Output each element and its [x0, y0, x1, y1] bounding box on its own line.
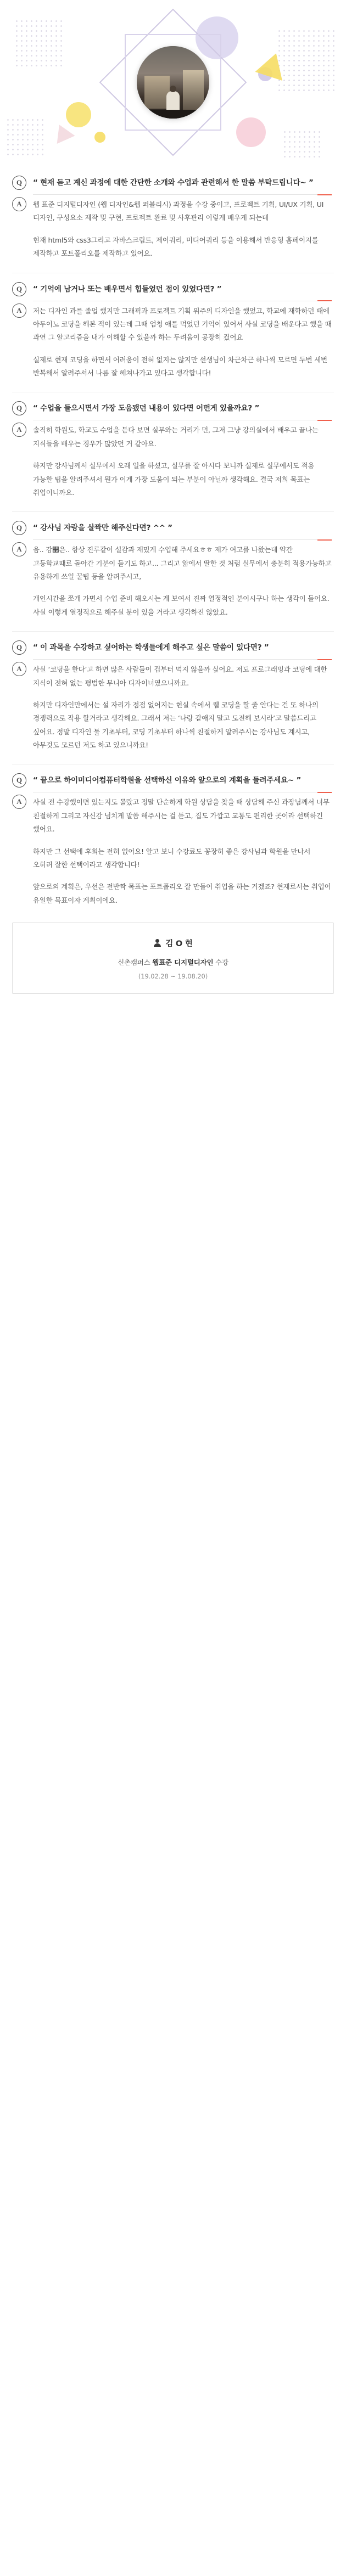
dot-pattern-icon [5, 117, 44, 156]
answer-text [33, 197, 332, 261]
question-row [0, 167, 346, 193]
course-campus: 신촌캠퍼스 [118, 958, 153, 966]
answer-text [33, 542, 332, 619]
accent-mark [317, 539, 332, 541]
student-info-card [12, 923, 334, 994]
answer-paragraph: 음.. 강෢은.. 항상 진루같이 설감과 재밌게 수업해 주세요ㅎㅎ 제가 여고를 나왔는데 약간 고등학교때로 돌아간 기분이 들기도 하고... 그리고 앎에서 딸한 것 처럼 실무에서 충분히 적용가능하고 유용하게 쓰일 꿀팁 등을 알려주시고, [33, 545, 332, 581]
answer-paragraph: 실제로 현재 코딩을 하면서 어려움이 전혀 없지는 않지만 선생님이 차근차근 하나씩 모르면 두번 세번 반복해서 알려주셔서 나름 잘 헤쳐나가고 있다고 생각합니다! [33, 355, 327, 377]
answer-row [0, 792, 346, 919]
qa-block [0, 167, 346, 273]
question-text: “ 이 과목을 수강하고 싶어하는 학생들에게 해주고 싶은 말씀이 있다면? ” [33, 643, 269, 653]
photo-ground [137, 110, 209, 119]
answer-badge: A [12, 542, 26, 556]
question-row [0, 512, 346, 538]
qa-block [0, 632, 346, 764]
accent-mark [317, 194, 332, 195]
student-name-row [153, 937, 192, 949]
answer-text [33, 795, 332, 907]
answer-paragraph: 사실 ‘코딩을 한다’고 하면 많은 사람들이 겁부터 먹지 않을까 싶어요. 저도 프로그래밍과 코딩에 대한 지식이 전혀 없는 평범한 무니아 디자이너였으니까요. [33, 665, 327, 687]
pink-circle-icon [236, 117, 266, 147]
accent-mark [317, 659, 332, 660]
answer-badge: A [12, 795, 26, 809]
hero-banner [0, 0, 346, 165]
interview-portrait-photo [137, 46, 209, 119]
question-text: “ 끝으로 하이미디어컴퓨터학원을 선택하신 이유와 앞으로의 계획을 들려주세요~ ” [33, 776, 302, 785]
answer-badge: A [12, 423, 26, 437]
answer-paragraph: 현재 html5와 css3그리고 자바스크립트, 제이쿼리, 미디어쿼리 등을 이용해서 반응형 홈페이지를 제작하고 포트폴리오를 제작하고 있어요. [33, 235, 319, 258]
course-period: (19.02.28 ~ 19.08.20) [138, 972, 208, 980]
question-divider [33, 194, 332, 195]
qa-block [0, 764, 346, 919]
answer-row [0, 301, 346, 392]
question-row [0, 273, 346, 300]
answer-paragraph: 솔직히 학원도, 학교도 수업을 듣다 보면 실무와는 거리가 먼, 그저 그냥 강의실에서 배우고 끝나는 지식들을 배우는 경우가 많았던 거 같아요. [33, 426, 319, 448]
answer-badge: A [12, 303, 26, 318]
answer-badge: A [12, 197, 26, 211]
course-name: 웹표준 디지털디자인 [152, 958, 214, 966]
answer-badge: A [12, 662, 26, 676]
interview-page [0, 0, 346, 1008]
qa-block [0, 273, 346, 393]
answer-paragraph: 앞으로의 계획은, 우선은 전반짝 목표는 포트폴리오 잘 만들어 취업을 하는 거겠죠? 현재로서는 취업이 유일한 목표이자 계획이에요. [33, 882, 331, 904]
question-text: “ 기억에 남거나 또는 배우면서 힘들었던 점이 있었다면? ” [33, 284, 222, 294]
answer-row [0, 420, 346, 511]
answer-paragraph: 저는 디자인 과를 졸업 했지만 그래픽과 프로젝트 기획 위주의 디자인을 했었고, 학교에 재학하던 때에 아두이노 코딩을 해본 적이 있는데 그때 엄청 애를 먹었던 기억이 있어서 사실 코딩을 배운다고 했을 때 과연 그 알고리즘을 내가 이해할 수 있을까 하는 두려움이 공장히 컸어요 [33, 306, 332, 342]
footer [0, 923, 346, 1008]
person-icon [153, 939, 161, 947]
question-badge: Q [12, 640, 26, 655]
dot-pattern-icon [282, 130, 321, 160]
photo-building-right [183, 70, 204, 111]
accent-mark [317, 420, 332, 421]
answer-text [33, 423, 332, 499]
question-badge: Q [12, 773, 26, 788]
qa-block [0, 392, 346, 512]
question-text: “ 강사님 자랑을 살짝만 해주신다면? ^^ ” [33, 524, 172, 533]
question-badge: Q [12, 521, 26, 535]
accent-mark [317, 792, 332, 793]
question-badge: Q [12, 176, 26, 190]
answer-row [0, 660, 346, 764]
question-text: “ 수업을 들으시면서 가장 도움됐던 내용이 있다면 어떤게 있을까요? ” [33, 404, 260, 413]
course-info [18, 957, 328, 967]
accent-mark [317, 300, 332, 301]
answer-paragraph: 하지만 그 선택에 후회는 전혀 없어요! 알고 보니 수강료도 꽁장히 좋은 강사님과 학원을 만나서 오히려 잘한 선택이라고 생각합니다! [33, 847, 311, 869]
answer-text [33, 303, 332, 380]
answer-row [0, 195, 346, 273]
question-row [0, 764, 346, 791]
answer-text [33, 662, 332, 752]
answer-paragraph: 사실 전 수강했이면 있는지도 몰랐고 정말 단순하게 학원 상담을 찾을 때 상담해 주신 과장님께서 너무 친절하게 그리고 자신감 넘치게 말씀 해주시는 걸 듣고, 집도 가깝고 교통도 편리한 곳이라 선택하긴 했어요. [33, 798, 330, 834]
answer-row [0, 540, 346, 631]
course-suffix: 수강 [213, 958, 228, 966]
answer-paragraph: 개인시간을 쪼개 가면서 수업 준비 해오시는 게 보여서 진짜 열정적인 분이시구나 하는 생각이 들어요. 사실 이렇게 열정적으로 해주실 분이 있을 거라고 생각하진 않았요. [33, 594, 330, 616]
qa-block [0, 512, 346, 632]
question-row [0, 392, 346, 419]
question-text: “ 현재 듣고 계신 과정에 대한 간단한 소개와 수업과 관련해서 한 말씀 부탁드립니다~ ” [33, 178, 314, 187]
qa-list [0, 165, 346, 919]
answer-paragraph: 웹 표준 디지털디자인 (웹 디자인&웹 퍼블리시) 과정을 수강 중이고, 프로젝트 기획, UI/UX 기획, UI 디자인, 구성요소 제작 및 구현, 프로젝트 완료 및 사후관리 이렇게 배우게 되는데 [33, 200, 324, 222]
question-divider [33, 539, 332, 540]
question-badge: Q [12, 401, 26, 415]
question-row [0, 632, 346, 658]
answer-paragraph: 하지만 강사님께서 실무에서 오래 일을 하셨고, 실무를 잘 아시다 보니까 실제로 실무에서도 적용 가능한 팁을 알려주셔서 뭔가 이게 가장 도움이 되는 부분이 아닐까 생각해요. 결국 저희 목표는 취업이니까요. [33, 462, 315, 497]
student-name: 김 O 현 [165, 940, 193, 948]
yellow-circle-small-icon [94, 132, 105, 143]
answer-paragraph: 하지만 디자인만에서는 설 자리가 점점 없어지는 현실 속에서 웹 코딩을 할 줄 안다는 건 또 하나의 경쟁력으로 작용 할거라고 생각해요. 그래서 저는 ‘나랑 같애지 말고 도전해 보시라’고 말씀드리고 싶어요. 정말 디자인 툴 기초부터, 코딩 기초부터 하나씩 친절하게 알려주시는 강사님도 계시고, 아무것도 모르던 저도 하고 있으니까요! [33, 700, 319, 749]
dot-pattern-icon [14, 19, 65, 69]
question-badge: Q [12, 282, 26, 296]
question-divider [33, 659, 332, 660]
